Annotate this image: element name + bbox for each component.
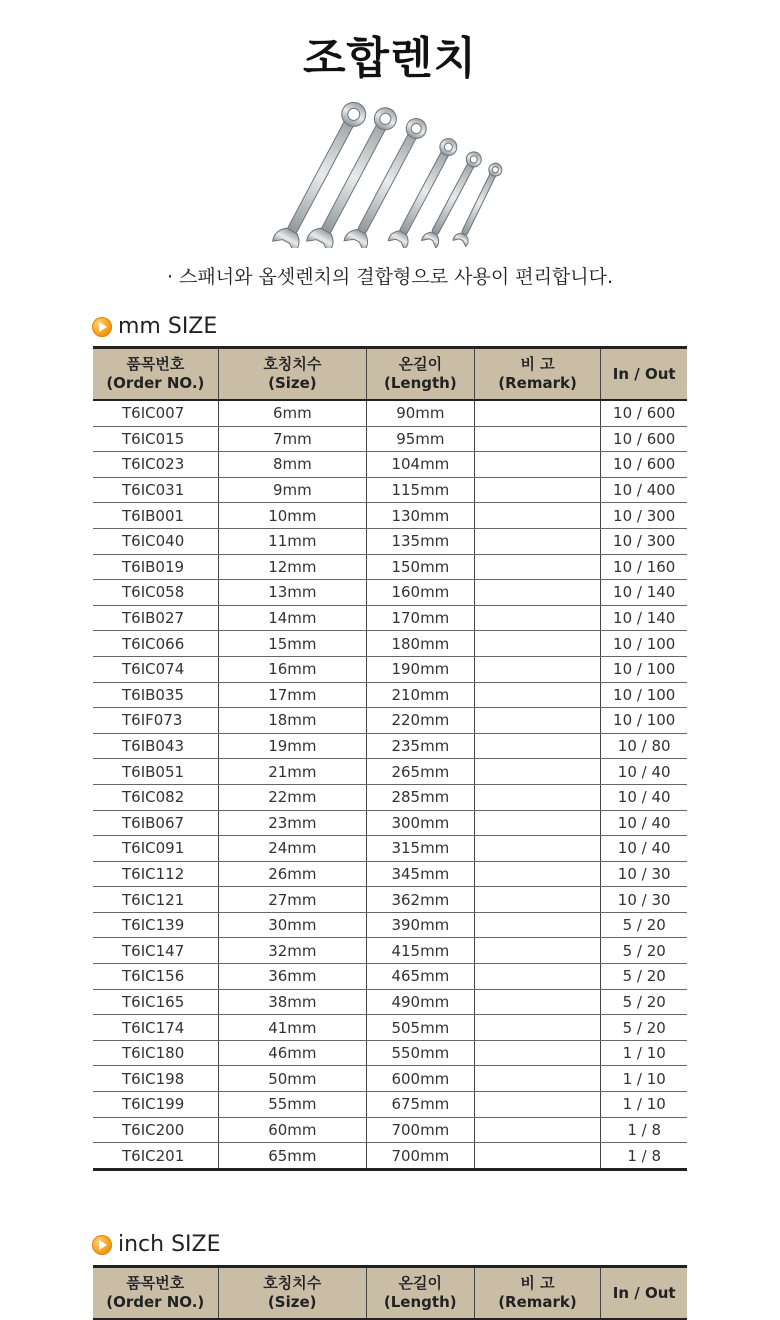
size-cell: 38mm <box>218 989 366 1015</box>
remark-cell <box>474 1092 601 1118</box>
in-out-cell: 10 / 100 <box>601 708 687 734</box>
in-out-cell: 10 / 600 <box>601 452 687 478</box>
remark-cell <box>474 733 601 759</box>
remark-cell <box>474 580 601 606</box>
order-no-cell: T6IB035 <box>93 682 218 708</box>
in-out-cell: 10 / 30 <box>601 887 687 913</box>
size-cell: 8mm <box>218 452 366 478</box>
order-no-cell: T6IC023 <box>93 452 218 478</box>
size-cell: 22mm <box>218 784 366 810</box>
length-cell: 135mm <box>367 528 475 554</box>
remark-cell <box>474 426 601 452</box>
length-cell: 415mm <box>367 938 475 964</box>
table-row <box>93 938 687 964</box>
table-row <box>93 452 687 478</box>
inch-size-heading-label: inch SIZE <box>118 1232 221 1257</box>
table-row <box>93 528 687 554</box>
table-header-row <box>93 1267 687 1320</box>
table-row <box>93 554 687 580</box>
length-cell: 600mm <box>367 1066 475 1092</box>
table-row <box>93 400 687 426</box>
remark-cell <box>474 938 601 964</box>
length-cell: 675mm <box>367 1092 475 1118</box>
in-out-cell: 5 / 20 <box>601 989 687 1015</box>
in-out-cell: 10 / 40 <box>601 759 687 785</box>
table-row <box>93 1117 687 1143</box>
table-row <box>93 1040 687 1066</box>
in-out-cell: 10 / 80 <box>601 733 687 759</box>
remark-cell <box>474 887 601 913</box>
in-out-cell: 1 / 10 <box>601 1092 687 1118</box>
order-no-cell: T6IC139 <box>93 912 218 938</box>
remark-cell <box>474 503 601 529</box>
size-cell: 30mm <box>218 912 366 938</box>
in-out-cell: 10 / 400 <box>601 477 687 503</box>
header-order-no: 품목번호 (Order NO.) <box>93 1267 218 1320</box>
length-cell: 285mm <box>367 784 475 810</box>
size-cell: 7mm <box>218 426 366 452</box>
order-no-cell: T6IB051 <box>93 759 218 785</box>
size-cell: 23mm <box>218 810 366 836</box>
in-out-cell: 10 / 140 <box>601 580 687 606</box>
length-cell: 490mm <box>367 989 475 1015</box>
order-no-cell: T6IB067 <box>93 810 218 836</box>
in-out-cell: 10 / 160 <box>601 554 687 580</box>
length-cell: 170mm <box>367 605 475 631</box>
order-no-cell: T6IC082 <box>93 784 218 810</box>
product-description: · 스패너와 옵셋렌치의 결합형으로 사용이 편리합니다. <box>166 266 614 288</box>
length-cell: 104mm <box>367 452 475 478</box>
in-out-cell: 5 / 20 <box>601 964 687 990</box>
remark-cell <box>474 528 601 554</box>
mm-size-table <box>93 346 687 1171</box>
remark-cell <box>474 1066 601 1092</box>
order-no-cell: T6IC147 <box>93 938 218 964</box>
table-row <box>93 1066 687 1092</box>
order-no-cell: T6IC180 <box>93 1040 218 1066</box>
size-cell: 17mm <box>218 682 366 708</box>
in-out-cell: 5 / 20 <box>601 938 687 964</box>
table-row <box>93 759 687 785</box>
remark-cell <box>474 631 601 657</box>
in-out-cell: 10 / 300 <box>601 528 687 554</box>
table-row <box>93 912 687 938</box>
table-row <box>93 503 687 529</box>
table-row <box>93 861 687 887</box>
in-out-cell: 5 / 20 <box>601 912 687 938</box>
table-row <box>93 810 687 836</box>
table-row <box>93 477 687 503</box>
length-cell: 95mm <box>367 426 475 452</box>
table-row <box>93 836 687 862</box>
header-remark: 비 고 (Remark) <box>474 1267 601 1320</box>
wrench-set-image <box>270 88 510 248</box>
order-no-cell: T6IC112 <box>93 861 218 887</box>
header-size: 호칭치수 (Size) <box>218 1267 366 1320</box>
length-cell: 465mm <box>367 964 475 990</box>
remark-cell <box>474 682 601 708</box>
header-length: 온길이 (Length) <box>367 348 475 401</box>
order-no-cell: T6IF073 <box>93 708 218 734</box>
remark-cell <box>474 989 601 1015</box>
order-no-cell: T6IC200 <box>93 1117 218 1143</box>
size-cell: 10mm <box>218 503 366 529</box>
size-cell: 18mm <box>218 708 366 734</box>
in-out-cell: 10 / 140 <box>601 605 687 631</box>
order-no-cell: T6IC091 <box>93 836 218 862</box>
order-no-cell: T6IC201 <box>93 1143 218 1170</box>
length-cell: 150mm <box>367 554 475 580</box>
order-no-cell: T6IC031 <box>93 477 218 503</box>
size-cell: 11mm <box>218 528 366 554</box>
length-cell: 550mm <box>367 1040 475 1066</box>
size-cell: 15mm <box>218 631 366 657</box>
in-out-cell: 10 / 600 <box>601 426 687 452</box>
size-cell: 16mm <box>218 656 366 682</box>
order-no-cell: T6IC174 <box>93 1015 218 1041</box>
order-no-cell: T6IC074 <box>93 656 218 682</box>
length-cell: 235mm <box>367 733 475 759</box>
header-remark: 비 고 (Remark) <box>474 348 601 401</box>
in-out-cell: 10 / 40 <box>601 810 687 836</box>
order-no-cell: T6IC121 <box>93 887 218 913</box>
in-out-cell: 10 / 40 <box>601 836 687 862</box>
length-cell: 115mm <box>367 477 475 503</box>
length-cell: 190mm <box>367 656 475 682</box>
order-no-cell: T6IC015 <box>93 426 218 452</box>
inch-size-heading <box>92 1232 221 1257</box>
size-cell: 55mm <box>218 1092 366 1118</box>
length-cell: 130mm <box>367 503 475 529</box>
size-cell: 36mm <box>218 964 366 990</box>
remark-cell <box>474 656 601 682</box>
in-out-cell: 10 / 100 <box>601 682 687 708</box>
size-cell: 65mm <box>218 1143 366 1170</box>
length-cell: 90mm <box>367 400 475 426</box>
size-cell: 6mm <box>218 400 366 426</box>
size-cell: 14mm <box>218 605 366 631</box>
remark-cell <box>474 1015 601 1041</box>
order-no-cell: T6IB043 <box>93 733 218 759</box>
remark-cell <box>474 452 601 478</box>
remark-cell <box>474 759 601 785</box>
in-out-cell: 1 / 10 <box>601 1040 687 1066</box>
order-no-cell: T6IC007 <box>93 400 218 426</box>
remark-cell <box>474 605 601 631</box>
header-in-out: In / Out <box>601 1267 687 1320</box>
in-out-cell: 1 / 10 <box>601 1066 687 1092</box>
in-out-cell: 10 / 40 <box>601 784 687 810</box>
remark-cell <box>474 964 601 990</box>
in-out-cell: 1 / 8 <box>601 1117 687 1143</box>
table-row <box>93 631 687 657</box>
size-cell: 19mm <box>218 733 366 759</box>
table-row <box>93 605 687 631</box>
length-cell: 315mm <box>367 836 475 862</box>
remark-cell <box>474 477 601 503</box>
length-cell: 505mm <box>367 1015 475 1041</box>
remark-cell <box>474 1117 601 1143</box>
in-out-cell: 10 / 100 <box>601 656 687 682</box>
size-cell: 46mm <box>218 1040 366 1066</box>
length-cell: 362mm <box>367 887 475 913</box>
size-cell: 41mm <box>218 1015 366 1041</box>
order-no-cell: T6IC066 <box>93 631 218 657</box>
order-no-cell: T6IC058 <box>93 580 218 606</box>
order-no-cell: T6IB019 <box>93 554 218 580</box>
in-out-cell: 10 / 30 <box>601 861 687 887</box>
table-row <box>93 733 687 759</box>
size-cell: 50mm <box>218 1066 366 1092</box>
play-circle-icon <box>92 1235 112 1255</box>
mm-size-heading <box>92 314 217 339</box>
mm-size-table-body <box>93 400 687 1169</box>
table-row <box>93 682 687 708</box>
length-cell: 700mm <box>367 1117 475 1143</box>
order-no-cell: T6IC198 <box>93 1066 218 1092</box>
remark-cell <box>474 708 601 734</box>
length-cell: 180mm <box>367 631 475 657</box>
order-no-cell: T6IB001 <box>93 503 218 529</box>
table-row <box>93 1143 687 1170</box>
remark-cell <box>474 861 601 887</box>
table-row <box>93 887 687 913</box>
remark-cell <box>474 1040 601 1066</box>
length-cell: 220mm <box>367 708 475 734</box>
header-length: 온길이 (Length) <box>366 1267 474 1320</box>
remark-cell <box>474 554 601 580</box>
in-out-cell: 10 / 600 <box>601 400 687 426</box>
remark-cell <box>474 1143 601 1170</box>
size-cell: 32mm <box>218 938 366 964</box>
size-cell: 13mm <box>218 580 366 606</box>
page-title: 조합렌치 <box>302 33 477 84</box>
header-in-out: In / Out <box>601 348 687 401</box>
mm-size-heading-label: mm SIZE <box>118 314 218 339</box>
length-cell: 700mm <box>367 1143 475 1170</box>
size-cell: 24mm <box>218 836 366 862</box>
size-cell: 60mm <box>218 1117 366 1143</box>
length-cell: 210mm <box>367 682 475 708</box>
table-row <box>93 1092 687 1118</box>
length-cell: 300mm <box>367 810 475 836</box>
table-row <box>93 426 687 452</box>
length-cell: 265mm <box>367 759 475 785</box>
length-cell: 160mm <box>367 580 475 606</box>
in-out-cell: 10 / 100 <box>601 631 687 657</box>
size-cell: 12mm <box>218 554 366 580</box>
remark-cell <box>474 912 601 938</box>
size-cell: 27mm <box>218 887 366 913</box>
table-row <box>93 656 687 682</box>
remark-cell <box>474 400 601 426</box>
size-cell: 9mm <box>218 477 366 503</box>
remark-cell <box>474 836 601 862</box>
size-cell: 26mm <box>218 861 366 887</box>
table-row <box>93 708 687 734</box>
table-row <box>93 964 687 990</box>
in-out-cell: 5 / 20 <box>601 1015 687 1041</box>
in-out-cell: 10 / 300 <box>601 503 687 529</box>
remark-cell <box>474 784 601 810</box>
length-cell: 390mm <box>367 912 475 938</box>
remark-cell <box>474 810 601 836</box>
order-no-cell: T6IC165 <box>93 989 218 1015</box>
header-size: 호칭치수 (Size) <box>218 348 366 401</box>
order-no-cell: T6IC199 <box>93 1092 218 1118</box>
table-row <box>93 989 687 1015</box>
inch-size-table <box>93 1265 687 1320</box>
size-cell: 21mm <box>218 759 366 785</box>
table-row <box>93 1015 687 1041</box>
table-header-row <box>93 348 687 401</box>
play-circle-icon <box>92 317 112 337</box>
order-no-cell: T6IC156 <box>93 964 218 990</box>
table-row <box>93 784 687 810</box>
header-order-no: 품목번호 (Order NO.) <box>93 348 218 401</box>
order-no-cell: T6IC040 <box>93 528 218 554</box>
table-row <box>93 580 687 606</box>
order-no-cell: T6IB027 <box>93 605 218 631</box>
length-cell: 345mm <box>367 861 475 887</box>
in-out-cell: 1 / 8 <box>601 1143 687 1170</box>
